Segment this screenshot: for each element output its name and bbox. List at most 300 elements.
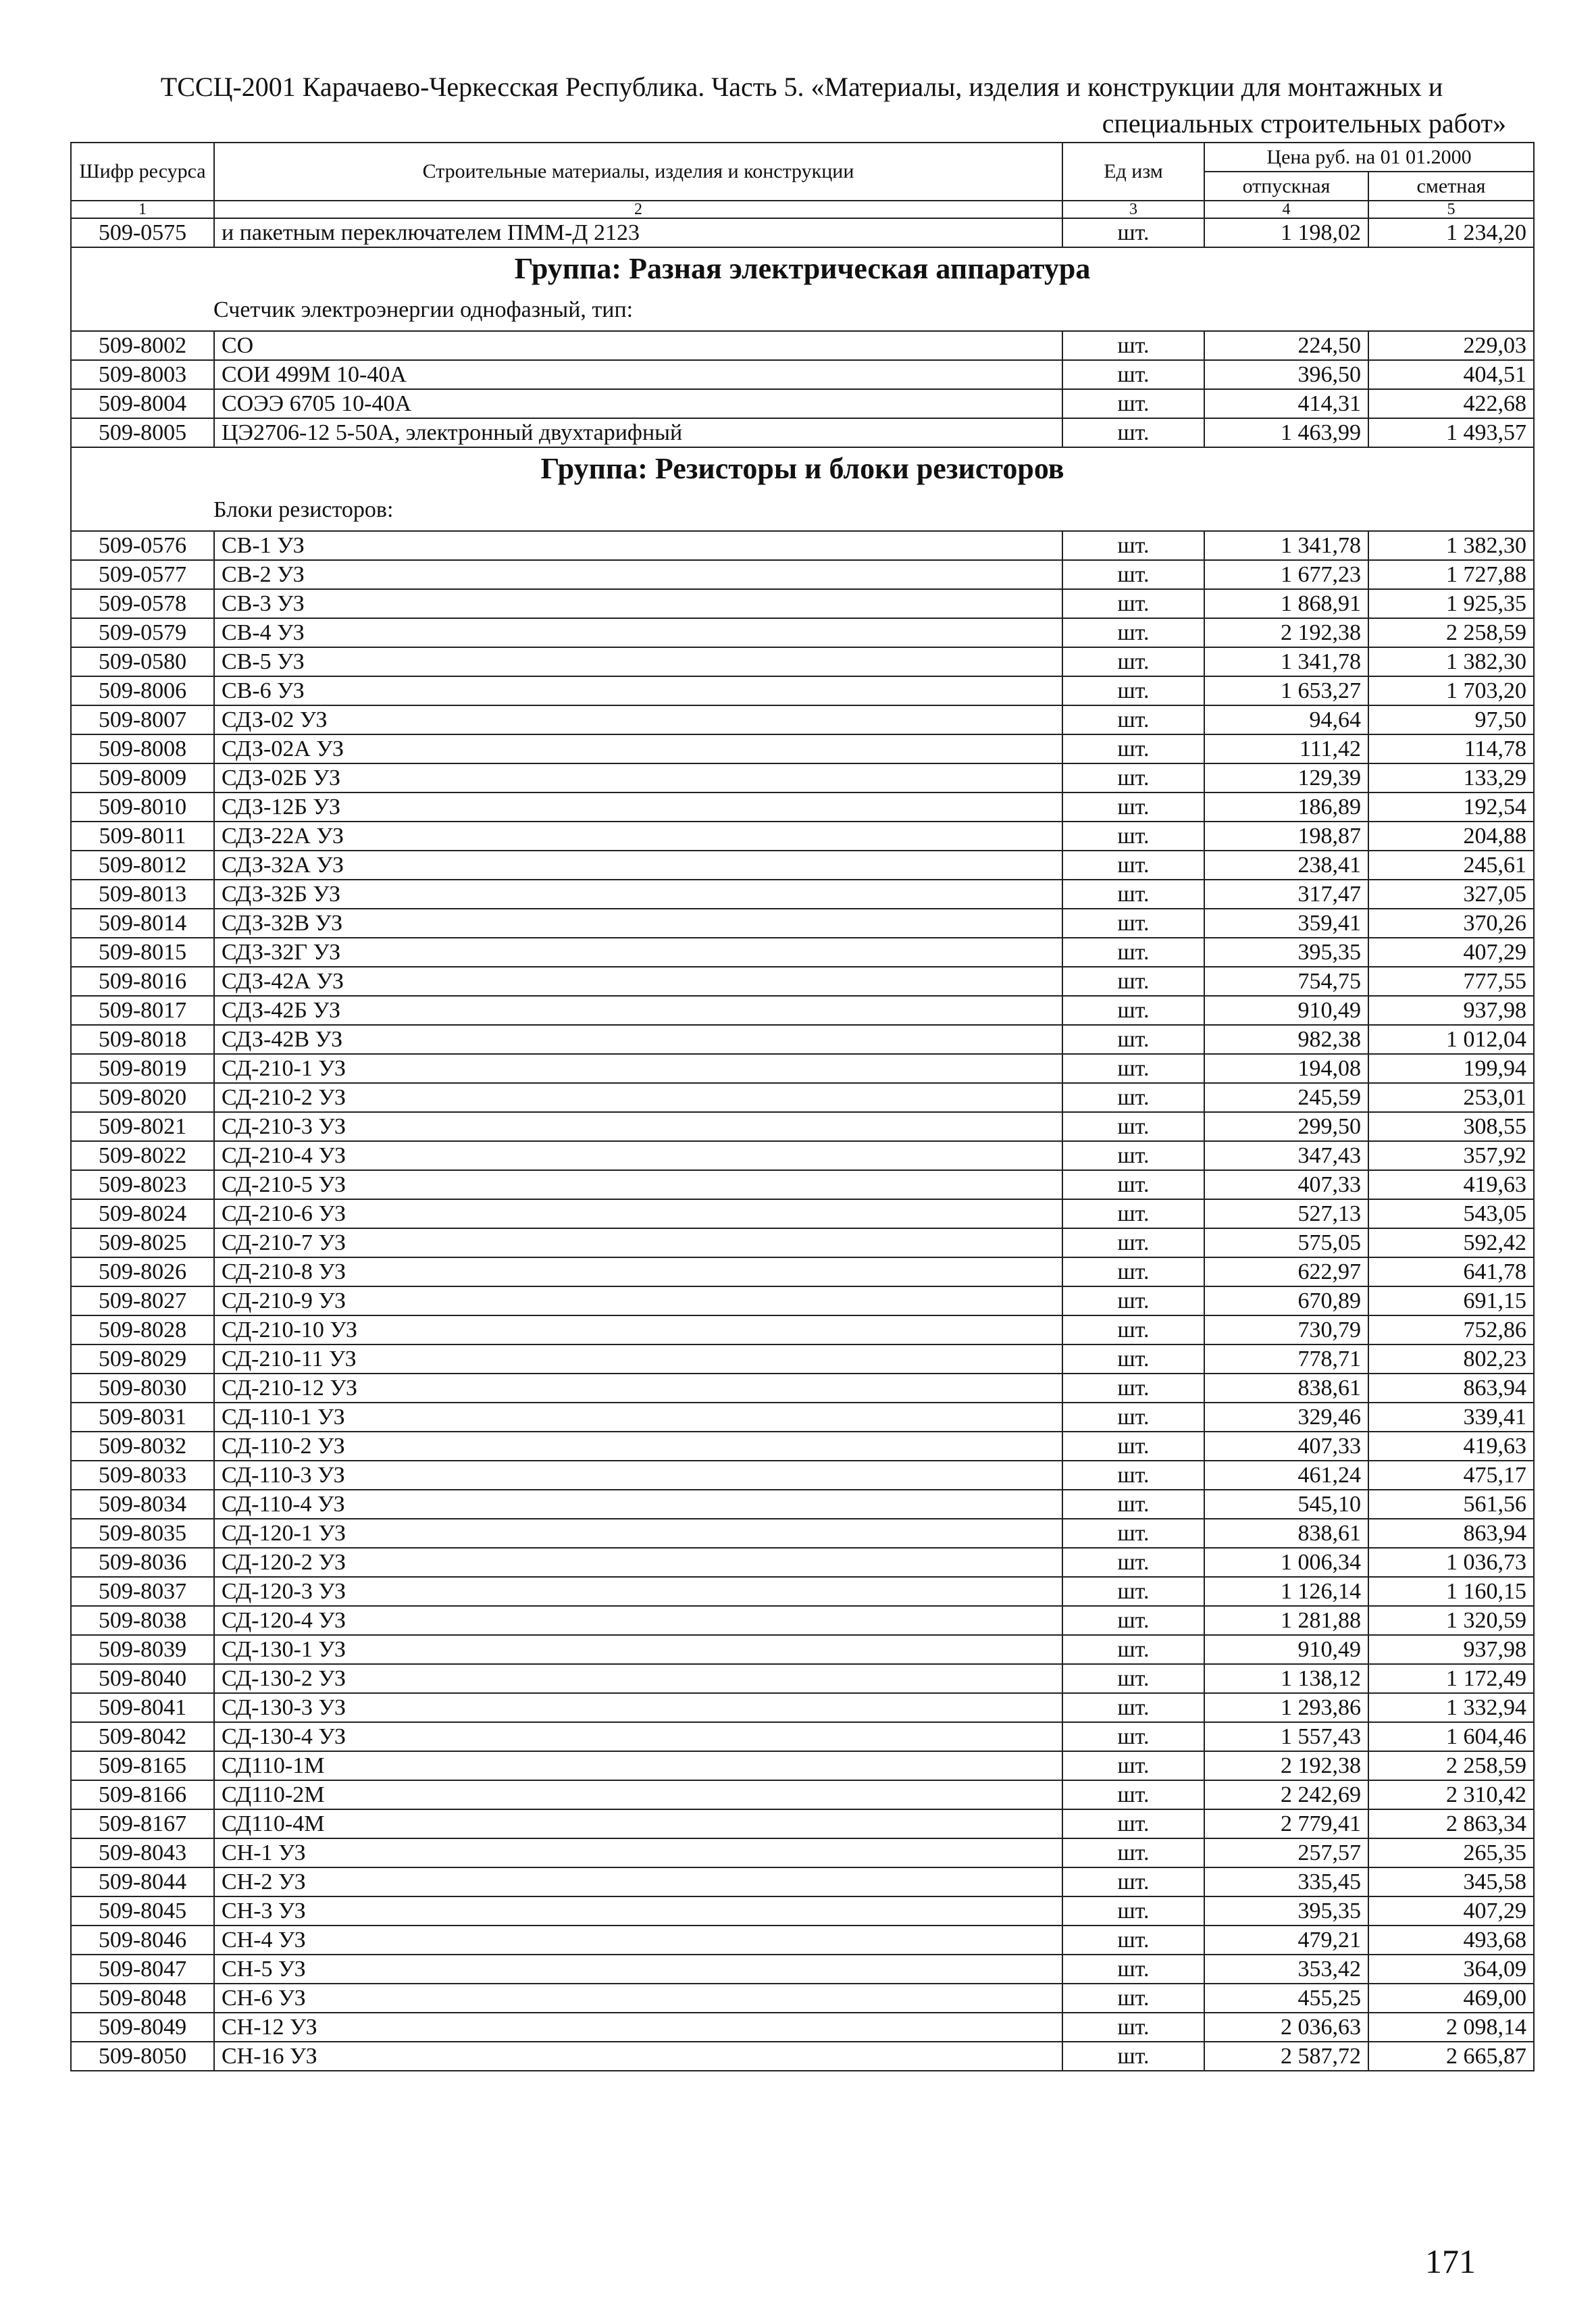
table-row xyxy=(71,1896,1534,1926)
row-estimate-price: 404,51 xyxy=(1368,360,1534,389)
table-row xyxy=(71,531,1534,560)
row-release-price: 194,08 xyxy=(1204,1054,1368,1083)
row-unit: шт. xyxy=(1062,1374,1204,1403)
row-unit: шт. xyxy=(1062,618,1204,647)
row-unit: шт. xyxy=(1062,589,1204,618)
row-unit: шт. xyxy=(1062,705,1204,734)
row-code: 509-8035 xyxy=(71,1519,214,1548)
row-estimate-price: 1 382,30 xyxy=(1368,647,1534,676)
table-row xyxy=(71,1257,1534,1286)
row-name: СД-110-4 УЗ xyxy=(214,1490,1062,1519)
table-row xyxy=(71,1490,1534,1519)
row-name: СН-16 УЗ xyxy=(214,2042,1062,2071)
row-code: 509-8049 xyxy=(71,2013,214,2042)
row-unit: шт. xyxy=(1062,793,1204,822)
row-release-price: 238,41 xyxy=(1204,851,1368,880)
row-release-price: 1 293,86 xyxy=(1204,1693,1368,1722)
col-num-4: 4 xyxy=(1204,201,1368,218)
row-unit: шт. xyxy=(1062,1199,1204,1228)
row-name: СД-130-2 УЗ xyxy=(214,1664,1062,1693)
page-number: 171 xyxy=(1425,2242,1476,2280)
row-unit: шт. xyxy=(1062,1809,1204,1838)
row-code: 509-8039 xyxy=(71,1635,214,1664)
row-release-price: 754,75 xyxy=(1204,967,1368,996)
row-release-price: 317,47 xyxy=(1204,880,1368,909)
row-estimate-price: 192,54 xyxy=(1368,793,1534,822)
row-code: 509-8020 xyxy=(71,1083,214,1112)
row-code: 509-8022 xyxy=(71,1141,214,1170)
row-unit: шт. xyxy=(1062,1664,1204,1693)
row-name: СВ-3 УЗ xyxy=(214,589,1062,618)
row-code: 509-0576 xyxy=(71,531,214,560)
row-estimate-price: 1 382,30 xyxy=(1368,531,1534,560)
table-row xyxy=(71,218,1534,247)
row-estimate-price: 308,55 xyxy=(1368,1112,1534,1141)
row-estimate-price: 229,03 xyxy=(1368,331,1534,360)
row-name: СДЗ-32Г УЗ xyxy=(214,938,1062,967)
row-unit: шт. xyxy=(1062,996,1204,1025)
row-estimate-price: 1 234,20 xyxy=(1368,218,1534,247)
row-name: СД110-2М xyxy=(214,1780,1062,1809)
row-estimate-price: 752,86 xyxy=(1368,1315,1534,1344)
table-row xyxy=(71,589,1534,618)
table-row xyxy=(71,1228,1534,1257)
row-estimate-price: 1 332,94 xyxy=(1368,1693,1534,1722)
row-unit: шт. xyxy=(1062,1606,1204,1635)
table-row xyxy=(71,734,1534,763)
row-estimate-price: 1 172,49 xyxy=(1368,1664,1534,1693)
row-estimate-price: 422,68 xyxy=(1368,389,1534,418)
row-name: СД-110-3 УЗ xyxy=(214,1461,1062,1490)
row-name: СВ-2 УЗ xyxy=(214,560,1062,589)
row-code: 509-8034 xyxy=(71,1490,214,1519)
row-unit: шт. xyxy=(1062,1432,1204,1461)
row-name: СДЗ-42В УЗ xyxy=(214,1025,1062,1054)
row-code: 509-8045 xyxy=(71,1896,214,1926)
header-unit: Ед изм xyxy=(1062,143,1204,201)
title-line-1: ТССЦ-2001 Карачаево-Черкесская Республика. Часть 5. «Материалы, изделия и конструкции для монтажных и xyxy=(160,72,1443,102)
row-release-price: 1 138,12 xyxy=(1204,1664,1368,1693)
row-unit: шт. xyxy=(1062,1751,1204,1780)
row-release-price: 2 036,63 xyxy=(1204,2013,1368,2042)
row-name: СД-110-1 УЗ xyxy=(214,1403,1062,1432)
table-row xyxy=(71,1635,1534,1664)
row-release-price: 347,43 xyxy=(1204,1141,1368,1170)
row-code: 509-8010 xyxy=(71,793,214,822)
row-unit: шт. xyxy=(1062,1519,1204,1548)
row-unit: шт. xyxy=(1062,360,1204,389)
row-code: 509-8019 xyxy=(71,1054,214,1083)
table-row xyxy=(71,1722,1534,1751)
row-estimate-price: 114,78 xyxy=(1368,734,1534,763)
row-name: и пакетным переключателем ПММ-Д 2123 xyxy=(214,218,1062,247)
row-name: СД-210-6 УЗ xyxy=(214,1199,1062,1228)
row-estimate-price: 253,01 xyxy=(1368,1083,1534,1112)
row-unit: шт. xyxy=(1062,2042,1204,2071)
row-release-price: 1 868,91 xyxy=(1204,589,1368,618)
group-title: Группа: Резисторы и блоки резисторов xyxy=(71,447,1534,490)
row-release-price: 395,35 xyxy=(1204,1896,1368,1926)
row-code: 509-8040 xyxy=(71,1664,214,1693)
row-estimate-price: 1 727,88 xyxy=(1368,560,1534,589)
row-name: СД110-1М xyxy=(214,1751,1062,1780)
row-code: 509-0575 xyxy=(71,218,214,247)
row-estimate-price: 2 863,34 xyxy=(1368,1809,1534,1838)
row-code: 509-8028 xyxy=(71,1315,214,1344)
table-row xyxy=(71,331,1534,360)
table-row xyxy=(71,418,1534,447)
table-row xyxy=(71,822,1534,851)
row-release-price: 670,89 xyxy=(1204,1286,1368,1315)
row-release-price: 1 463,99 xyxy=(1204,418,1368,447)
row-release-price: 129,39 xyxy=(1204,763,1368,793)
row-code: 509-8046 xyxy=(71,1926,214,1955)
row-release-price: 461,24 xyxy=(1204,1461,1368,1490)
subgroup-row xyxy=(71,490,1534,531)
row-name: СН-2 УЗ xyxy=(214,1867,1062,1896)
row-code: 509-8031 xyxy=(71,1403,214,1432)
row-name: СВ-5 УЗ xyxy=(214,647,1062,676)
table-row xyxy=(71,2042,1534,2071)
row-unit: шт. xyxy=(1062,851,1204,880)
row-unit: шт. xyxy=(1062,1228,1204,1257)
table-row xyxy=(71,851,1534,880)
row-name: СД-210-3 УЗ xyxy=(214,1112,1062,1141)
row-release-price: 299,50 xyxy=(1204,1112,1368,1141)
table-row xyxy=(71,1374,1534,1403)
col-num-3: 3 xyxy=(1062,201,1204,218)
table-row xyxy=(71,676,1534,705)
row-release-price: 2 587,72 xyxy=(1204,2042,1368,2071)
row-estimate-price: 204,88 xyxy=(1368,822,1534,851)
group-title-row xyxy=(71,447,1534,490)
table-row xyxy=(71,1199,1534,1228)
row-unit: шт. xyxy=(1062,531,1204,560)
row-release-price: 1 653,27 xyxy=(1204,676,1368,705)
column-numbers-row xyxy=(71,201,1534,218)
row-code: 509-8038 xyxy=(71,1606,214,1635)
row-name: СВ-4 УЗ xyxy=(214,618,1062,647)
table-row xyxy=(71,967,1534,996)
row-estimate-price: 2 310,42 xyxy=(1368,1780,1534,1809)
row-name: СД-130-1 УЗ xyxy=(214,1635,1062,1664)
row-release-price: 1 198,02 xyxy=(1204,218,1368,247)
table-row xyxy=(71,1519,1534,1548)
row-code: 509-8018 xyxy=(71,1025,214,1054)
row-code: 509-8016 xyxy=(71,967,214,996)
row-unit: шт. xyxy=(1062,1054,1204,1083)
row-unit: шт. xyxy=(1062,880,1204,909)
row-estimate-price: 419,63 xyxy=(1368,1170,1534,1199)
row-name: СД-210-8 УЗ xyxy=(214,1257,1062,1286)
row-code: 509-8165 xyxy=(71,1751,214,1780)
subgroup-title: Счетчик электроэнергии однофазный, тип: xyxy=(71,290,1534,331)
page-title xyxy=(70,69,1506,142)
row-code: 509-0580 xyxy=(71,647,214,676)
row-unit: шт. xyxy=(1062,1403,1204,1432)
table-row xyxy=(71,1809,1534,1838)
row-estimate-price: 97,50 xyxy=(1368,705,1534,734)
row-release-price: 329,46 xyxy=(1204,1403,1368,1432)
table-row xyxy=(71,1693,1534,1722)
header-release: отпускная xyxy=(1204,172,1368,201)
row-estimate-price: 357,92 xyxy=(1368,1141,1534,1170)
table-row xyxy=(71,909,1534,938)
row-release-price: 94,64 xyxy=(1204,705,1368,734)
table-row xyxy=(71,1170,1534,1199)
row-estimate-price: 561,56 xyxy=(1368,1490,1534,1519)
row-code: 509-8027 xyxy=(71,1286,214,1315)
row-name: СДЗ-42Б УЗ xyxy=(214,996,1062,1025)
row-unit: шт. xyxy=(1062,1490,1204,1519)
row-unit: шт. xyxy=(1062,1693,1204,1722)
row-release-price: 224,50 xyxy=(1204,331,1368,360)
row-name: СДЗ-22А УЗ xyxy=(214,822,1062,851)
row-name: СВ-6 УЗ xyxy=(214,676,1062,705)
table-row xyxy=(71,1286,1534,1315)
table-row xyxy=(71,560,1534,589)
row-release-price: 2 192,38 xyxy=(1204,618,1368,647)
row-name: СДЗ-02А УЗ xyxy=(214,734,1062,763)
table-row xyxy=(71,1315,1534,1344)
group-title-row xyxy=(71,247,1534,290)
row-estimate-price: 691,15 xyxy=(1368,1286,1534,1315)
row-estimate-price: 265,35 xyxy=(1368,1838,1534,1867)
table-row xyxy=(71,1054,1534,1083)
row-unit: шт. xyxy=(1062,1722,1204,1751)
table-row xyxy=(71,1926,1534,1955)
row-unit: шт. xyxy=(1062,1635,1204,1664)
table-row xyxy=(71,1432,1534,1461)
table-row xyxy=(71,1025,1534,1054)
group-title: Группа: Разная электрическая аппаратура xyxy=(71,247,1534,290)
row-code: 509-8013 xyxy=(71,880,214,909)
col-num-5: 5 xyxy=(1368,201,1534,218)
row-unit: шт. xyxy=(1062,331,1204,360)
row-unit: шт. xyxy=(1062,1286,1204,1315)
table-row xyxy=(71,880,1534,909)
row-estimate-price: 2 098,14 xyxy=(1368,2013,1534,2042)
row-release-price: 622,97 xyxy=(1204,1257,1368,1286)
row-release-price: 1 126,14 xyxy=(1204,1577,1368,1606)
table-row xyxy=(71,1548,1534,1577)
row-release-price: 198,87 xyxy=(1204,822,1368,851)
row-estimate-price: 543,05 xyxy=(1368,1199,1534,1228)
row-estimate-price: 493,68 xyxy=(1368,1926,1534,1955)
row-estimate-price: 199,94 xyxy=(1368,1054,1534,1083)
row-name: СДЗ-02 УЗ xyxy=(214,705,1062,734)
table-row xyxy=(71,1751,1534,1780)
row-name: СД-210-9 УЗ xyxy=(214,1286,1062,1315)
row-unit: шт. xyxy=(1062,1780,1204,1809)
row-estimate-price: 1 012,04 xyxy=(1368,1025,1534,1054)
row-name: СН-3 УЗ xyxy=(214,1896,1062,1926)
row-code: 509-8043 xyxy=(71,1838,214,1867)
row-unit: шт. xyxy=(1062,1577,1204,1606)
row-name: СН-5 УЗ xyxy=(214,1955,1062,1984)
row-code: 509-8167 xyxy=(71,1809,214,1838)
price-table xyxy=(70,142,1535,2071)
row-code: 509-8009 xyxy=(71,763,214,793)
row-estimate-price: 802,23 xyxy=(1368,1344,1534,1374)
row-name: СД-210-11 УЗ xyxy=(214,1344,1062,1374)
row-unit: шт. xyxy=(1062,1257,1204,1286)
row-unit: шт. xyxy=(1062,967,1204,996)
row-name: СДЗ-02Б УЗ xyxy=(214,763,1062,793)
table-row xyxy=(71,1083,1534,1112)
row-code: 509-8026 xyxy=(71,1257,214,1286)
header-code: Шифр ресурса xyxy=(71,143,214,201)
row-code: 509-0577 xyxy=(71,560,214,589)
row-name: СД-120-4 УЗ xyxy=(214,1606,1062,1635)
row-estimate-price: 407,29 xyxy=(1368,938,1534,967)
row-release-price: 353,42 xyxy=(1204,1955,1368,1984)
table-row xyxy=(71,2013,1534,2042)
row-release-price: 1 006,34 xyxy=(1204,1548,1368,1577)
row-estimate-price: 419,63 xyxy=(1368,1432,1534,1461)
row-release-price: 838,61 xyxy=(1204,1519,1368,1548)
row-unit: шт. xyxy=(1062,822,1204,851)
row-release-price: 527,13 xyxy=(1204,1199,1368,1228)
row-estimate-price: 345,58 xyxy=(1368,1867,1534,1896)
row-unit: шт. xyxy=(1062,560,1204,589)
row-unit: шт. xyxy=(1062,1315,1204,1344)
row-code: 509-8047 xyxy=(71,1955,214,1984)
table-row xyxy=(71,1112,1534,1141)
row-estimate-price: 1 925,35 xyxy=(1368,589,1534,618)
row-release-price: 407,33 xyxy=(1204,1170,1368,1199)
row-unit: шт. xyxy=(1062,1867,1204,1896)
row-code: 509-8050 xyxy=(71,2042,214,2071)
row-estimate-price: 339,41 xyxy=(1368,1403,1534,1432)
row-estimate-price: 937,98 xyxy=(1368,1635,1534,1664)
table-row xyxy=(71,618,1534,647)
row-estimate-price: 407,29 xyxy=(1368,1896,1534,1926)
header-price: Цена руб. на 01 01.2000 xyxy=(1204,143,1534,172)
row-unit: шт. xyxy=(1062,418,1204,447)
row-name: СН-6 УЗ xyxy=(214,1984,1062,2013)
row-unit: шт. xyxy=(1062,1955,1204,1984)
row-release-price: 2 192,38 xyxy=(1204,1751,1368,1780)
row-name: СД-120-1 УЗ xyxy=(214,1519,1062,1548)
row-release-price: 2 779,41 xyxy=(1204,1809,1368,1838)
row-release-price: 245,59 xyxy=(1204,1083,1368,1112)
row-unit: шт. xyxy=(1062,1838,1204,1867)
row-name: СВ-1 УЗ xyxy=(214,531,1062,560)
row-estimate-price: 1 036,73 xyxy=(1368,1548,1534,1577)
table-row xyxy=(71,996,1534,1025)
row-code: 509-8037 xyxy=(71,1577,214,1606)
header-name: Строительные материалы, изделия и конструкции xyxy=(214,143,1062,201)
row-unit: шт. xyxy=(1062,734,1204,763)
row-name: СД-120-3 УЗ xyxy=(214,1577,1062,1606)
row-unit: шт. xyxy=(1062,389,1204,418)
row-estimate-price: 1 703,20 xyxy=(1368,676,1534,705)
row-unit: шт. xyxy=(1062,1025,1204,1054)
row-unit: шт. xyxy=(1062,1461,1204,1490)
subgroup-title: Блоки резисторов: xyxy=(71,490,1534,531)
row-name: СД-210-4 УЗ xyxy=(214,1141,1062,1170)
row-name: СОИ 499М 10-40А xyxy=(214,360,1062,389)
row-name: СД-120-2 УЗ xyxy=(214,1548,1062,1577)
row-code: 509-8008 xyxy=(71,734,214,763)
row-release-price: 111,42 xyxy=(1204,734,1368,763)
row-estimate-price: 863,94 xyxy=(1368,1374,1534,1403)
row-release-price: 982,38 xyxy=(1204,1025,1368,1054)
row-unit: шт. xyxy=(1062,1170,1204,1199)
row-release-price: 910,49 xyxy=(1204,996,1368,1025)
row-estimate-price: 364,09 xyxy=(1368,1955,1534,1984)
table-row xyxy=(71,1344,1534,1374)
row-estimate-price: 1 160,15 xyxy=(1368,1577,1534,1606)
row-release-price: 1 341,78 xyxy=(1204,647,1368,676)
row-name: СД-130-4 УЗ xyxy=(214,1722,1062,1751)
col-num-2: 2 xyxy=(214,201,1062,218)
row-code: 509-8006 xyxy=(71,676,214,705)
row-estimate-price: 641,78 xyxy=(1368,1257,1534,1286)
row-release-price: 1 281,88 xyxy=(1204,1606,1368,1635)
row-code: 509-0579 xyxy=(71,618,214,647)
row-estimate-price: 475,17 xyxy=(1368,1461,1534,1490)
row-estimate-price: 370,26 xyxy=(1368,909,1534,938)
row-unit: шт. xyxy=(1062,2013,1204,2042)
row-release-price: 396,50 xyxy=(1204,360,1368,389)
row-code: 509-8007 xyxy=(71,705,214,734)
row-code: 509-8044 xyxy=(71,1867,214,1896)
table-row xyxy=(71,705,1534,734)
row-code: 509-8012 xyxy=(71,851,214,880)
row-release-price: 414,31 xyxy=(1204,389,1368,418)
row-estimate-price: 327,05 xyxy=(1368,880,1534,909)
table-row xyxy=(71,1403,1534,1432)
row-code: 509-8032 xyxy=(71,1432,214,1461)
row-code: 509-0578 xyxy=(71,589,214,618)
row-code: 509-8002 xyxy=(71,331,214,360)
row-unit: шт. xyxy=(1062,763,1204,793)
row-estimate-price: 1 604,46 xyxy=(1368,1722,1534,1751)
row-code: 509-8029 xyxy=(71,1344,214,1374)
row-name: СД-210-2 УЗ xyxy=(214,1083,1062,1112)
row-code: 509-8041 xyxy=(71,1693,214,1722)
table-row xyxy=(71,389,1534,418)
row-release-price: 838,61 xyxy=(1204,1374,1368,1403)
row-name: СН-1 УЗ xyxy=(214,1838,1062,1867)
row-release-price: 575,05 xyxy=(1204,1228,1368,1257)
row-release-price: 545,10 xyxy=(1204,1490,1368,1519)
row-unit: шт. xyxy=(1062,909,1204,938)
col-num-1: 1 xyxy=(71,201,214,218)
row-name: СДЗ-12Б УЗ xyxy=(214,793,1062,822)
row-code: 509-8021 xyxy=(71,1112,214,1141)
row-release-price: 455,25 xyxy=(1204,1984,1368,2013)
row-unit: шт. xyxy=(1062,1548,1204,1577)
row-code: 509-8015 xyxy=(71,938,214,967)
row-estimate-price: 1 320,59 xyxy=(1368,1606,1534,1635)
table-row xyxy=(71,793,1534,822)
row-name: СД110-4М xyxy=(214,1809,1062,1838)
table-row xyxy=(71,1606,1534,1635)
row-unit: шт. xyxy=(1062,647,1204,676)
table-row xyxy=(71,1955,1534,1984)
row-estimate-price: 133,29 xyxy=(1368,763,1534,793)
header-estimate: сметная xyxy=(1368,172,1534,201)
row-estimate-price: 863,94 xyxy=(1368,1519,1534,1548)
row-unit: шт. xyxy=(1062,1141,1204,1170)
row-name: СН-4 УЗ xyxy=(214,1926,1062,1955)
row-code: 509-8048 xyxy=(71,1984,214,2013)
row-name: СД-210-7 УЗ xyxy=(214,1228,1062,1257)
row-name: ЦЭ2706-12 5-50А, электронный двухтарифный xyxy=(214,418,1062,447)
